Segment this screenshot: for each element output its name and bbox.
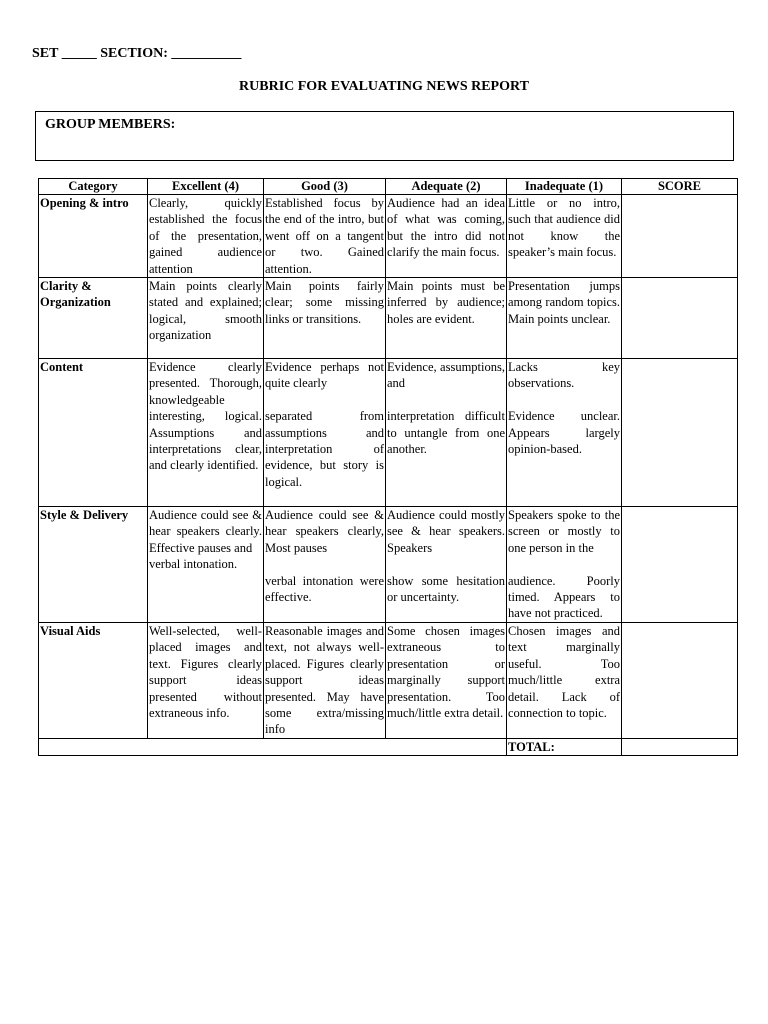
excellent-cell: Clearly, quickly established the focus of the presentation, gained audience attention [149,196,262,276]
excellent-cell: Audience could see & hear speakers clearly. Effective pauses and verbal intonation. [148,507,264,623]
score-cell[interactable] [622,278,738,359]
table-row [39,507,738,623]
score-cell[interactable] [622,507,738,623]
inadequate-cell: Chosen images and text marginally useful. Too much/little extra detail. Lack of connection to topic. [507,622,622,738]
adequate-cell: Audience could mostly see & hear speakers. Speakers show some hesitation or uncertainty. [386,507,507,623]
group-members-box[interactable] [35,111,734,161]
score-cell[interactable] [622,622,738,738]
category-cell: Visual Aids [39,622,148,738]
table-row [39,278,738,359]
group-members-label: GROUP MEMBERS: [45,117,176,132]
total-row [39,738,738,755]
inadequate-cell: Little or no intro, such that audience did not know the speaker’s main focus. [507,195,622,278]
document-title: RUBRIC FOR EVALUATING NEWS REPORT [239,79,529,94]
score-cell[interactable] [622,359,738,507]
category-cell: Content [39,359,148,507]
total-score-cell[interactable] [622,738,738,755]
excellent-cell: Main points clearly stated and explained; logical, smooth organization [148,278,264,359]
inadequate-cell: Speakers spoke to the screen or mostly to one person in the audience. Poorly timed. Appears to have not practiced. [508,508,620,621]
inadequate-cell: Presentation jumps among random topics. Main points unclear. [507,278,622,359]
total-label: TOTAL: [507,738,622,755]
header-excellent: Excellent (4) [148,179,264,195]
header-inadequate: Inadequate (1) [507,179,622,195]
adequate-cell: Some chosen images extraneous to presentation or marginally support presentation. Too much/little extra detail. [386,622,507,738]
header-good: Good (3) [264,179,386,195]
adequate-cell: Main points must be inferred by audience; holes are evident. [386,278,507,359]
good-cell: Reasonable images and text, not always well-placed. Figures clearly support ideas presented. May have some extra/missing info [265,623,384,737]
inadequate-cell: Lacks key observations. Evidence unclear. Appears largely opinion-based. [507,359,622,507]
rubric-table [38,178,738,756]
header-row [39,179,738,195]
header-score: SCORE [622,179,738,195]
excellent-cell: Evidence clearly presented. Thorough, knowledgeable interesting, logical. Assumptions and interpretations clear, and clearly identified. [148,359,264,507]
score-cell[interactable] [622,195,738,278]
good-cell: Established focus by the end of the intro, but went off on a tangent or two. Gained attention. [265,196,384,276]
table-row [39,359,738,507]
category-cell: Clarity & Organization [39,278,148,359]
adequate-cell: Audience had an idea of what was coming, but the intro did not clarify the main focus. [386,195,507,278]
set-section-line: SET _____ SECTION: __________ [32,46,242,61]
table-row [39,195,738,278]
table-row [39,622,738,738]
excellent-cell: Well-selected, well-placed images and text. Figures clearly support ideas presented without extraneous info. [148,622,264,738]
category-cell: Opening & intro [39,195,148,278]
category-cell: Style & Delivery [39,507,148,623]
good-cell: Main points fairly clear; some missing links or transitions. [264,278,386,359]
header-adequate: Adequate (2) [386,179,507,195]
adequate-cell: Evidence, assumptions, and interpretation difficult to untangle from one another. [386,359,507,507]
header-category: Category [39,179,148,195]
good-cell: Audience could see & hear speakers clearly, Most pauses verbal intonation were effective. [264,507,386,623]
good-cell: Evidence perhaps not quite clearly separated from assumptions and interpretation of evidence, but story is logical. [264,359,386,507]
total-spacer-cell [39,738,507,755]
